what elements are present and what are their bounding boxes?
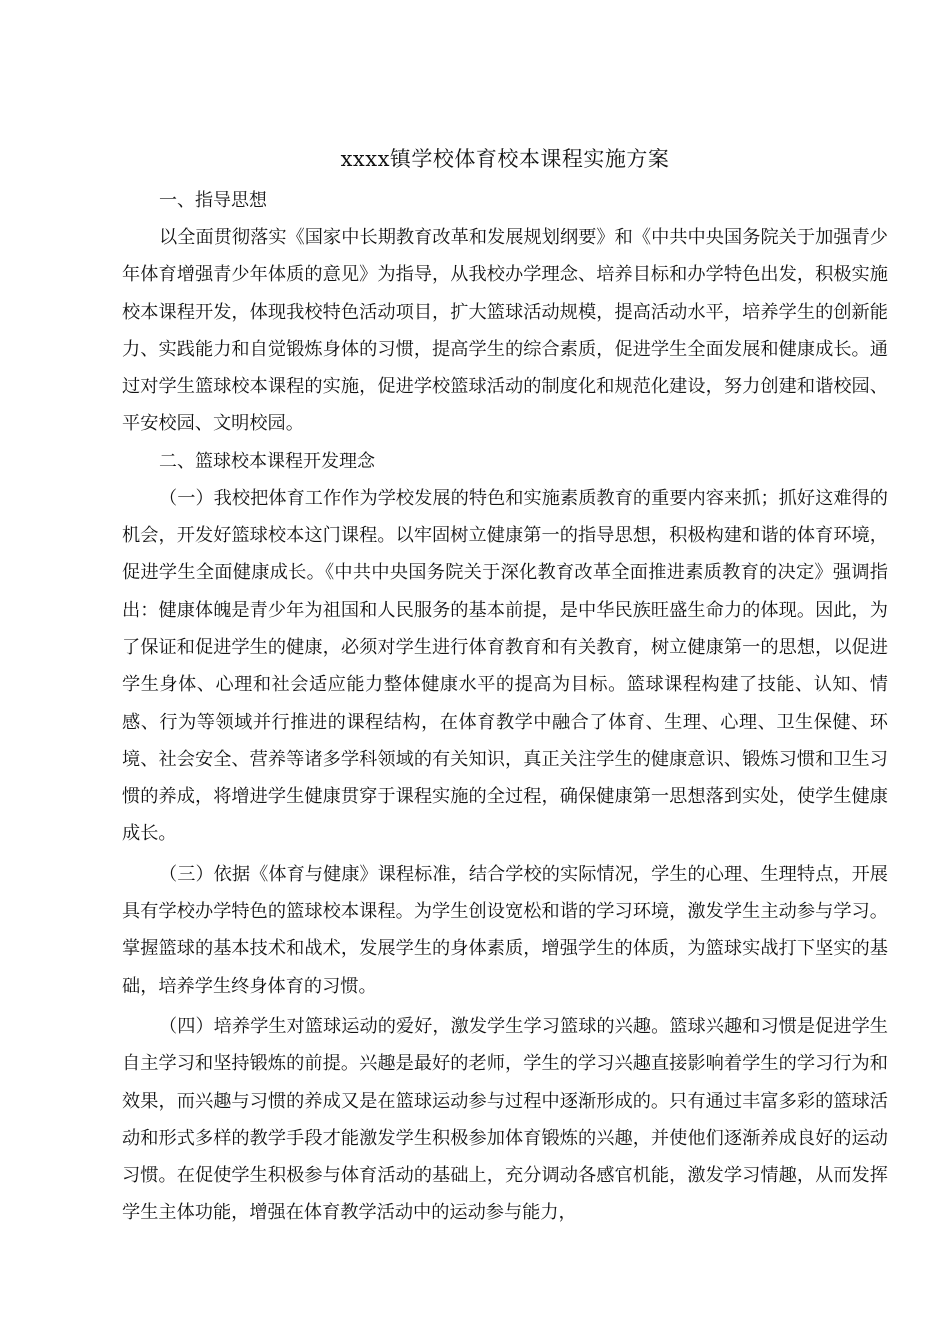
paragraph-guiding-thought: 以全面贯彻落实《国家中长期教育改革和发展规划纲要》和《中共中央国务院关于加强青少年体育增强青少年体质的意见》为指导，从我校办学理念、培养目标和办学特色出发，积极实施校本课程开发，体现我校特色活动项目，扩大篮球活动规模，提高活动水平，培养学生的创新能力、实践能力和自觉锻炼身体的习惯，提高学生的综合素质，促进学生全面发展和健康成长。通过对学生篮球校本课程的实施，促进学校篮球活动的制度化和规范化建设，努力创建和谐校园、平安校园、文明校园。 bbox=[122, 227, 888, 435]
document-body bbox=[122, 140, 888, 1232]
document-title: xxxx镇学校体育校本课程实施方案 bbox=[340, 147, 670, 171]
paragraph-concept-3: （三）依据《体育与健康》课程标准，结合学校的实际情况，学生的心理、生理特点，开展具有学校办学特色的篮球校本课程。为学生创设宽松和谐的学习环境，激发学生主动参与学习。掌握篮球的基本技术和战术，发展学生的身体素质，增强学生的体质，为篮球实战打下坚实的基础，培养学生终身体育的习惯。 bbox=[122, 863, 888, 997]
paragraph-concept-4: （四）培养学生对篮球运动的爱好，激发学生学习篮球的兴趣。篮球兴趣和习惯是促进学生自主学习和坚持锻炼的前提。兴趣是最好的老师，学生的学习兴趣直接影响着学生的学习行为和效果，而兴趣与习惯的养成又是在篮球运动参与过程中逐渐形成的。只有通过丰富多彩的篮球活动和形式多样的教学手段才能激发学生积极参加体育锻炼的兴趣，并使他们逐渐养成良好的运动习惯。在促使学生积极参与体育活动的基础上，充分调动各感官机能，激发学习情趣，从而发挥学生主体功能，增强在体育教学活动中的运动参与能力， bbox=[122, 1015, 888, 1224]
paragraph-concept-1: （一）我校把体育工作作为学校发展的特色和实施素质教育的重要内容来抓；抓好这难得的机会，开发好篮球校本这门课程。以牢固树立健康第一的指导思想，积极构建和谐的体育环境，促进学生全面健康成长。《中共中央国务院关于深化教育改革全面推进素质教育的决定》强调指出：健康体魄是青少年为祖国和人民服务的基本前提，是中华民族旺盛生命力的体现。因此，为了保证和促进学生的健康，必须对学生进行体育教育和有关教育，树立健康第一的思想，以促进学生身体、心理和社会适应能力整体健康水平的提高为目标。篮球课程构建了技能、认知、情感、行为等领域并行推进的课程结构，在体育教学中融合了体育、生理、心理、卫生保健、环境、社会安全、营养等诸多学科领域的有关知识，真正关注学生的健康意识、锻炼习惯和卫生习惯的养成，将增进学生健康贯穿于课程实施的全过程，确保健康第一思想落到实处，使学生健康成长。 bbox=[122, 487, 888, 845]
section-heading-development-concept: 二、篮球校本课程开发理念 bbox=[159, 450, 375, 472]
section-heading-guiding-thought: 一、指导思想 bbox=[159, 190, 267, 211]
